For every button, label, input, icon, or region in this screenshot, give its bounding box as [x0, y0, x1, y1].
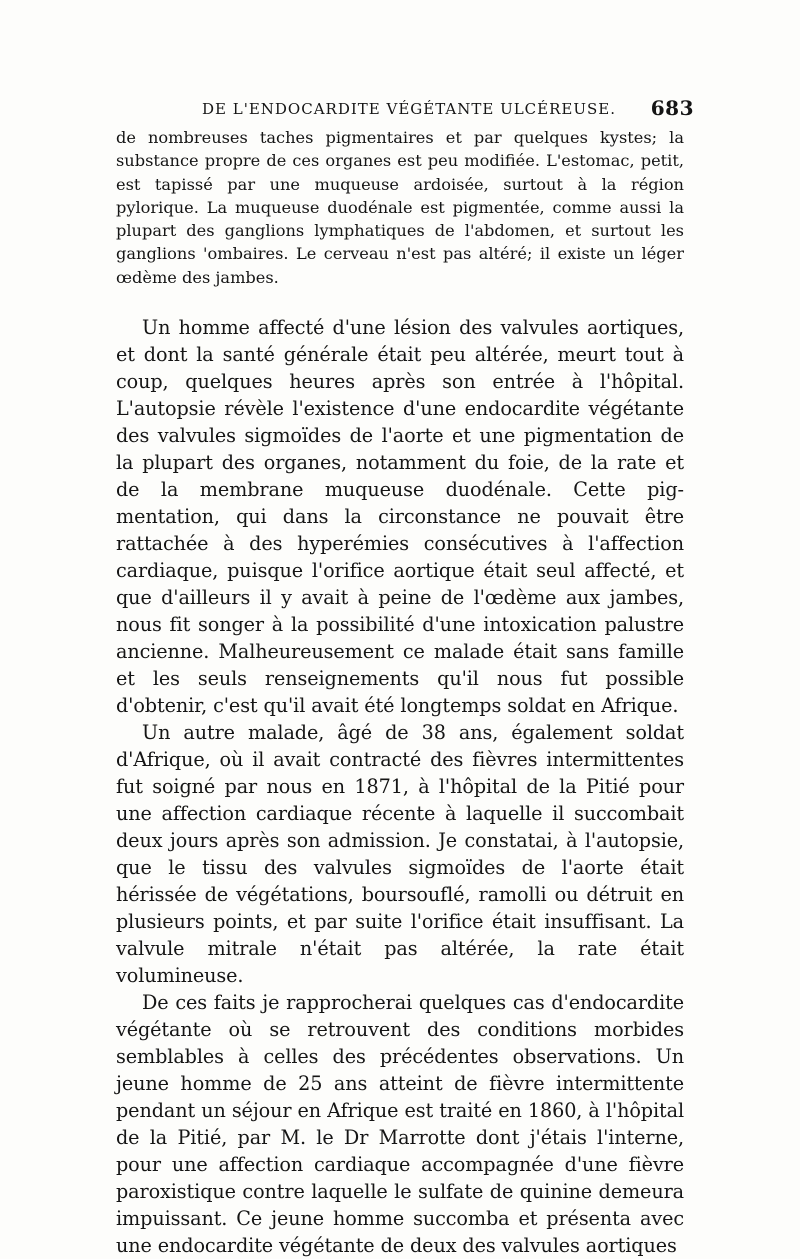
paragraph-2: Un homme affecté d'une lésion des valvules aortiques, et dont la santé générale était peu altérée, meurt tout à coup, quelques heures après son entrée à l'hôpital. L'autopsie révèle l'existence d'une endocardite végétante des valvules sigmoïdes de l'aorte et une pigmentation de la plupart des organes, notamment du foie, de la rate et de la membrane muqueuse duodénale. Cette pigmentation, qui dans la circonstance ne pouvait être rattachée à des hyperémies consécutives à l'affection cardiaque, puisque l'orifice aortique était seul affecté, et que d'ailleurs il y avait à peine de l'œdème aux jambes, nous fit songer à la possibilité d'une intoxication palustre ancienne. Malheureusement ce malade était sans famille et les seuls renseignements qu'il nous fut possible d'obtenir, c'est qu'il avait été longtemps soldat en Afrique. [116, 316, 684, 717]
body-text [116, 314, 684, 1259]
paragraph-1: de nombreuses taches pigmentaires et par quelques kystes; la substance propre de ces organes est peu modifiée. L'estomac, petit, est tapissé par une muqueuse ardoisée, surtout à la région pylorique. La muqueuse duodénale est pigmentée, comme aussi la plupart des ganglions lymphatiques de l'abdomen, et surtout les ganglions 'ombaires. Le cerveau n'est pas altéré; il existe un léger œdème des jambes. [116, 128, 684, 287]
running-header [116, 96, 694, 122]
page-number: 683 [650, 96, 694, 120]
running-title: DE L'ENDOCARDITE VÉGÉTANTE ULCÉREUSE. [202, 100, 616, 118]
paragraph-3: Un autre malade, âgé de 38 ans, également soldat d'Afrique, où il avait contracté des fièvres intermittentes fut soigné par nous en 1871, à l'hôpital de la Pitié pour une affection cardiaque récente à laquelle il succombait deux jours après son admission. Je constatai, à l'autopsie, que le tissu des valvules sigmoïdes de l'aorte était hérissée de végétations, boursouflé, ramolli ou détruit en plusieurs points, et par suite l'orifice était insuffisant. La valvule mitrale n'était pas altérée, la rate était volumineuse. [116, 721, 684, 987]
paragraph-4: De ces faits je rapprocherai quelques cas d'endocardite végétante où se retrouvent des conditions morbides semblables à celles des précédentes observations. Un jeune homme de 25 ans atteint de fièvre intermittente pendant un séjour en Afrique est traité en 1860, à l'hôpital de la Pitié, par M. le Dr Marrotte dont j'étais l'interne, pour une affection cardiaque accompagnée d'une fièvre paroxistique contre laquelle le sulfate de quinine demeura impuissant. Ce jeune homme succomba et présenta avec une endocardite végétante de deux des valvules aortiques [116, 991, 684, 1257]
small-print-block [116, 126, 684, 289]
